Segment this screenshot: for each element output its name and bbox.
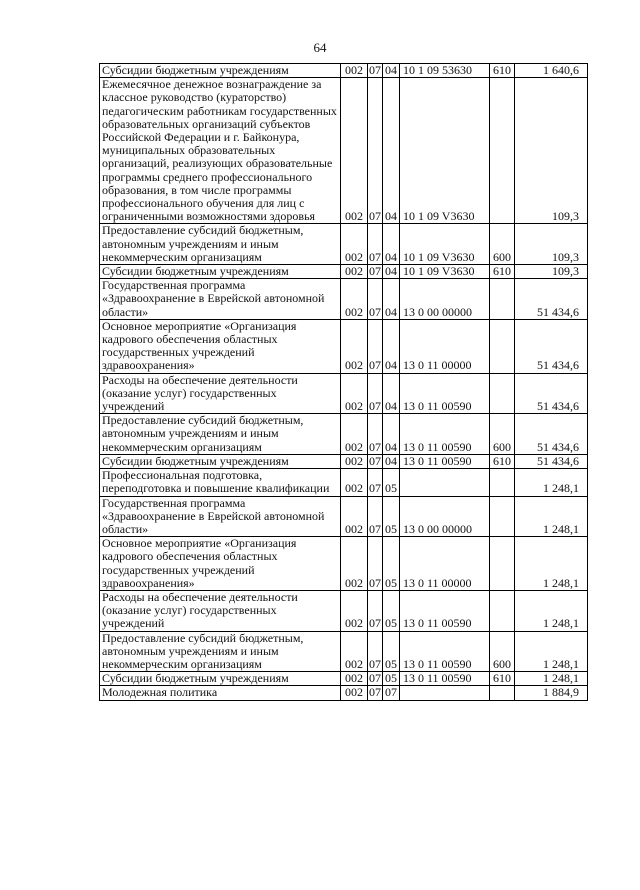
section-cell: 07 bbox=[369, 453, 381, 468]
table-row bbox=[100, 64, 588, 78]
table-row bbox=[100, 686, 588, 700]
ved-cell: 002 bbox=[341, 279, 368, 320]
table-row bbox=[100, 469, 588, 496]
subsection-cell: 04 bbox=[383, 64, 400, 78]
table-row bbox=[100, 279, 588, 320]
subsection-cell: 07 bbox=[383, 686, 400, 700]
expense-type-cell bbox=[490, 496, 515, 537]
row-name-cell: Предоставление субсидий бюджетным, автономным учреждениям и иным некоммерческим организациям bbox=[100, 414, 341, 455]
amount-cell: 109,3 bbox=[515, 78, 588, 224]
target-article-cell: 10 1 09 V3630 bbox=[400, 224, 490, 265]
amount-cell: 1 248,1 bbox=[515, 590, 588, 631]
row-name-cell: Ежемесячное денежное вознаграждение за классное руководство (кураторство) педагогическим работникам государственных образовательных организаций субъектов Российской Федерации и г. Байконура, муниципальных образовательных организаций, реализующих образовательные программы среднего профессионального образования, в том числе программы профессионального обучения для лиц с ограниченными возможностями здоровья bbox=[100, 78, 341, 224]
target-article-cell: 13 0 11 00590 bbox=[400, 414, 490, 455]
section-cell: 07 bbox=[368, 590, 383, 631]
target-article-cell: 13 0 11 00590 bbox=[400, 631, 490, 672]
table-row bbox=[100, 496, 588, 537]
amount-cell: 1 884,9 bbox=[515, 686, 588, 700]
subsection-cell: 05 bbox=[383, 469, 400, 496]
ved-cell: 002 bbox=[341, 672, 368, 686]
target-article-cell: 13 0 11 00000 bbox=[400, 319, 490, 373]
section-cell: 07 bbox=[368, 631, 383, 672]
amount-cell: 51 434,6 bbox=[515, 373, 588, 414]
section-cell: 07 bbox=[369, 264, 381, 279]
row-name-cell: Государственная программа «Здравоохранение в Еврейской автономной области» bbox=[100, 279, 341, 320]
amount-cell: 51 434,6 bbox=[515, 319, 588, 373]
subsection-cell: 04 bbox=[383, 279, 400, 320]
amount-cell: 1 248,1 bbox=[515, 631, 588, 672]
subsection-cell: 04 bbox=[383, 373, 400, 414]
ved-cell: 002 bbox=[341, 414, 368, 455]
expense-type-cell: 600 bbox=[490, 631, 515, 672]
subsection-cell: 05 bbox=[383, 631, 400, 672]
section-cell: 07 bbox=[368, 279, 383, 320]
section-cell: 07 bbox=[369, 685, 381, 700]
table-row bbox=[100, 672, 588, 686]
expense-type-cell bbox=[490, 319, 515, 373]
expense-type-cell bbox=[490, 373, 515, 414]
table-row bbox=[100, 78, 588, 224]
amount-cell: 109,3 bbox=[515, 224, 588, 265]
expense-type-cell bbox=[490, 78, 515, 224]
row-name-cell: Расходы на обеспечение деятельности (оказание услуг) государственных учреждений bbox=[100, 373, 341, 414]
target-article-cell: 13 0 11 00590 bbox=[400, 454, 490, 468]
table-row bbox=[100, 319, 588, 373]
table-row bbox=[100, 537, 588, 591]
target-article-cell: 13 0 00 00000 bbox=[400, 279, 490, 320]
ved-cell: 002 bbox=[341, 64, 368, 78]
ved-cell: 002 bbox=[341, 78, 368, 224]
expense-type-cell: 600 bbox=[490, 224, 515, 265]
target-article-cell: 10 1 09 V3630 bbox=[400, 265, 490, 279]
subsection-cell: 05 bbox=[383, 537, 400, 591]
target-article-cell: 13 0 11 00000 bbox=[400, 537, 490, 591]
ved-cell: 002 bbox=[341, 373, 368, 414]
row-name-cell: Расходы на обеспечение деятельности (оказание услуг) государственных учреждений bbox=[100, 590, 341, 631]
expense-type-cell: 610 bbox=[490, 265, 515, 279]
subsection-cell: 05 bbox=[383, 590, 400, 631]
table-row bbox=[100, 224, 588, 265]
table-row bbox=[100, 414, 588, 455]
row-name-cell: Молодежная политика bbox=[100, 686, 341, 700]
target-article-cell: 13 0 00 00000 bbox=[400, 496, 490, 537]
row-name-cell: Основное мероприятие «Организация кадрового обеспечения областных государственных учреждений здравоохранения» bbox=[100, 537, 341, 591]
row-name-cell: Государственная программа «Здравоохранение в Еврейской автономной области» bbox=[100, 496, 341, 537]
table-row bbox=[100, 631, 588, 672]
row-name-cell: Предоставление субсидий бюджетным, автономным учреждениям и иным некоммерческим организациям bbox=[100, 224, 341, 265]
row-name-cell: Основное мероприятие «Организация кадрового обеспечения областных государственных учреждений здравоохранения» bbox=[100, 319, 341, 373]
target-article-cell: 13 0 11 00590 bbox=[400, 590, 490, 631]
ved-cell: 002 bbox=[341, 265, 368, 279]
amount-cell: 51 434,6 bbox=[515, 454, 588, 468]
amount-cell: 1 248,1 bbox=[515, 496, 588, 537]
table-row bbox=[100, 454, 588, 468]
section-cell: 07 bbox=[368, 414, 383, 455]
expense-type-cell: 600 bbox=[490, 414, 515, 455]
amount-cell: 51 434,6 bbox=[515, 279, 588, 320]
budget-table bbox=[99, 63, 588, 701]
amount-cell: 1 248,1 bbox=[515, 537, 588, 591]
subsection-cell: 04 bbox=[383, 78, 400, 224]
target-article-cell: 13 0 11 00590 bbox=[400, 373, 490, 414]
budget-table-body bbox=[100, 64, 588, 701]
ved-cell: 002 bbox=[341, 496, 368, 537]
table-row bbox=[100, 265, 588, 279]
expense-type-cell bbox=[490, 590, 515, 631]
ved-cell: 002 bbox=[341, 319, 368, 373]
section-cell: 07 bbox=[369, 63, 381, 77]
section-cell: 07 bbox=[368, 224, 383, 265]
subsection-cell: 05 bbox=[383, 672, 400, 686]
section-cell: 07 bbox=[368, 373, 383, 414]
ved-cell: 002 bbox=[341, 590, 368, 631]
table-row bbox=[100, 373, 588, 414]
row-name-cell: Субсидии бюджетным учреждениям bbox=[100, 265, 341, 279]
ved-cell: 002 bbox=[341, 686, 368, 700]
expense-type-cell: 610 bbox=[490, 454, 515, 468]
section-cell: 07 bbox=[368, 78, 383, 224]
expense-type-cell bbox=[490, 686, 515, 700]
amount-cell: 1 640,6 bbox=[515, 64, 588, 78]
row-name-cell: Субсидии бюджетным учреждениям bbox=[100, 64, 341, 78]
target-article-cell: 13 0 11 00590 bbox=[400, 672, 490, 686]
expense-type-cell bbox=[490, 537, 515, 591]
expense-type-cell bbox=[490, 279, 515, 320]
target-article-cell bbox=[400, 686, 490, 700]
amount-cell: 1 248,1 bbox=[515, 469, 588, 496]
ved-cell: 002 bbox=[341, 454, 368, 468]
ved-cell: 002 bbox=[341, 224, 368, 265]
target-article-cell: 10 1 09 V3630 bbox=[400, 78, 490, 224]
expense-type-cell: 610 bbox=[490, 64, 515, 78]
section-cell: 07 bbox=[368, 537, 383, 591]
expense-type-cell bbox=[490, 469, 515, 496]
amount-cell: 1 248,1 bbox=[515, 672, 588, 686]
amount-cell: 51 434,6 bbox=[515, 414, 588, 455]
subsection-cell: 04 bbox=[383, 224, 400, 265]
subsection-cell: 05 bbox=[383, 496, 400, 537]
ved-cell: 002 bbox=[341, 537, 368, 591]
target-article-cell: 10 1 09 53630 bbox=[400, 64, 490, 78]
subsection-cell: 04 bbox=[383, 454, 400, 468]
section-cell: 07 bbox=[368, 319, 383, 373]
row-name-cell: Субсидии бюджетным учреждениям bbox=[100, 454, 341, 468]
section-cell: 07 bbox=[368, 496, 383, 537]
ved-cell: 002 bbox=[341, 469, 368, 496]
subsection-cell: 04 bbox=[383, 319, 400, 373]
page-number: 64 bbox=[313, 40, 327, 55]
expense-type-cell: 610 bbox=[490, 672, 515, 686]
row-name-cell: Предоставление субсидий бюджетным, автономным учреждениям и иным некоммерческим организациям bbox=[100, 631, 341, 672]
section-cell: 07 bbox=[368, 469, 383, 496]
target-article-cell bbox=[400, 469, 490, 496]
ved-cell: 002 bbox=[341, 631, 368, 672]
subsection-cell: 04 bbox=[383, 414, 400, 455]
amount-cell: 109,3 bbox=[515, 265, 588, 279]
table-row bbox=[100, 590, 588, 631]
row-name-cell: Профессиональная подготовка, переподготовка и повышение квалификации bbox=[100, 469, 341, 496]
section-cell: 07 bbox=[369, 671, 381, 686]
row-name-cell: Субсидии бюджетным учреждениям bbox=[100, 672, 341, 686]
subsection-cell: 04 bbox=[383, 265, 400, 279]
